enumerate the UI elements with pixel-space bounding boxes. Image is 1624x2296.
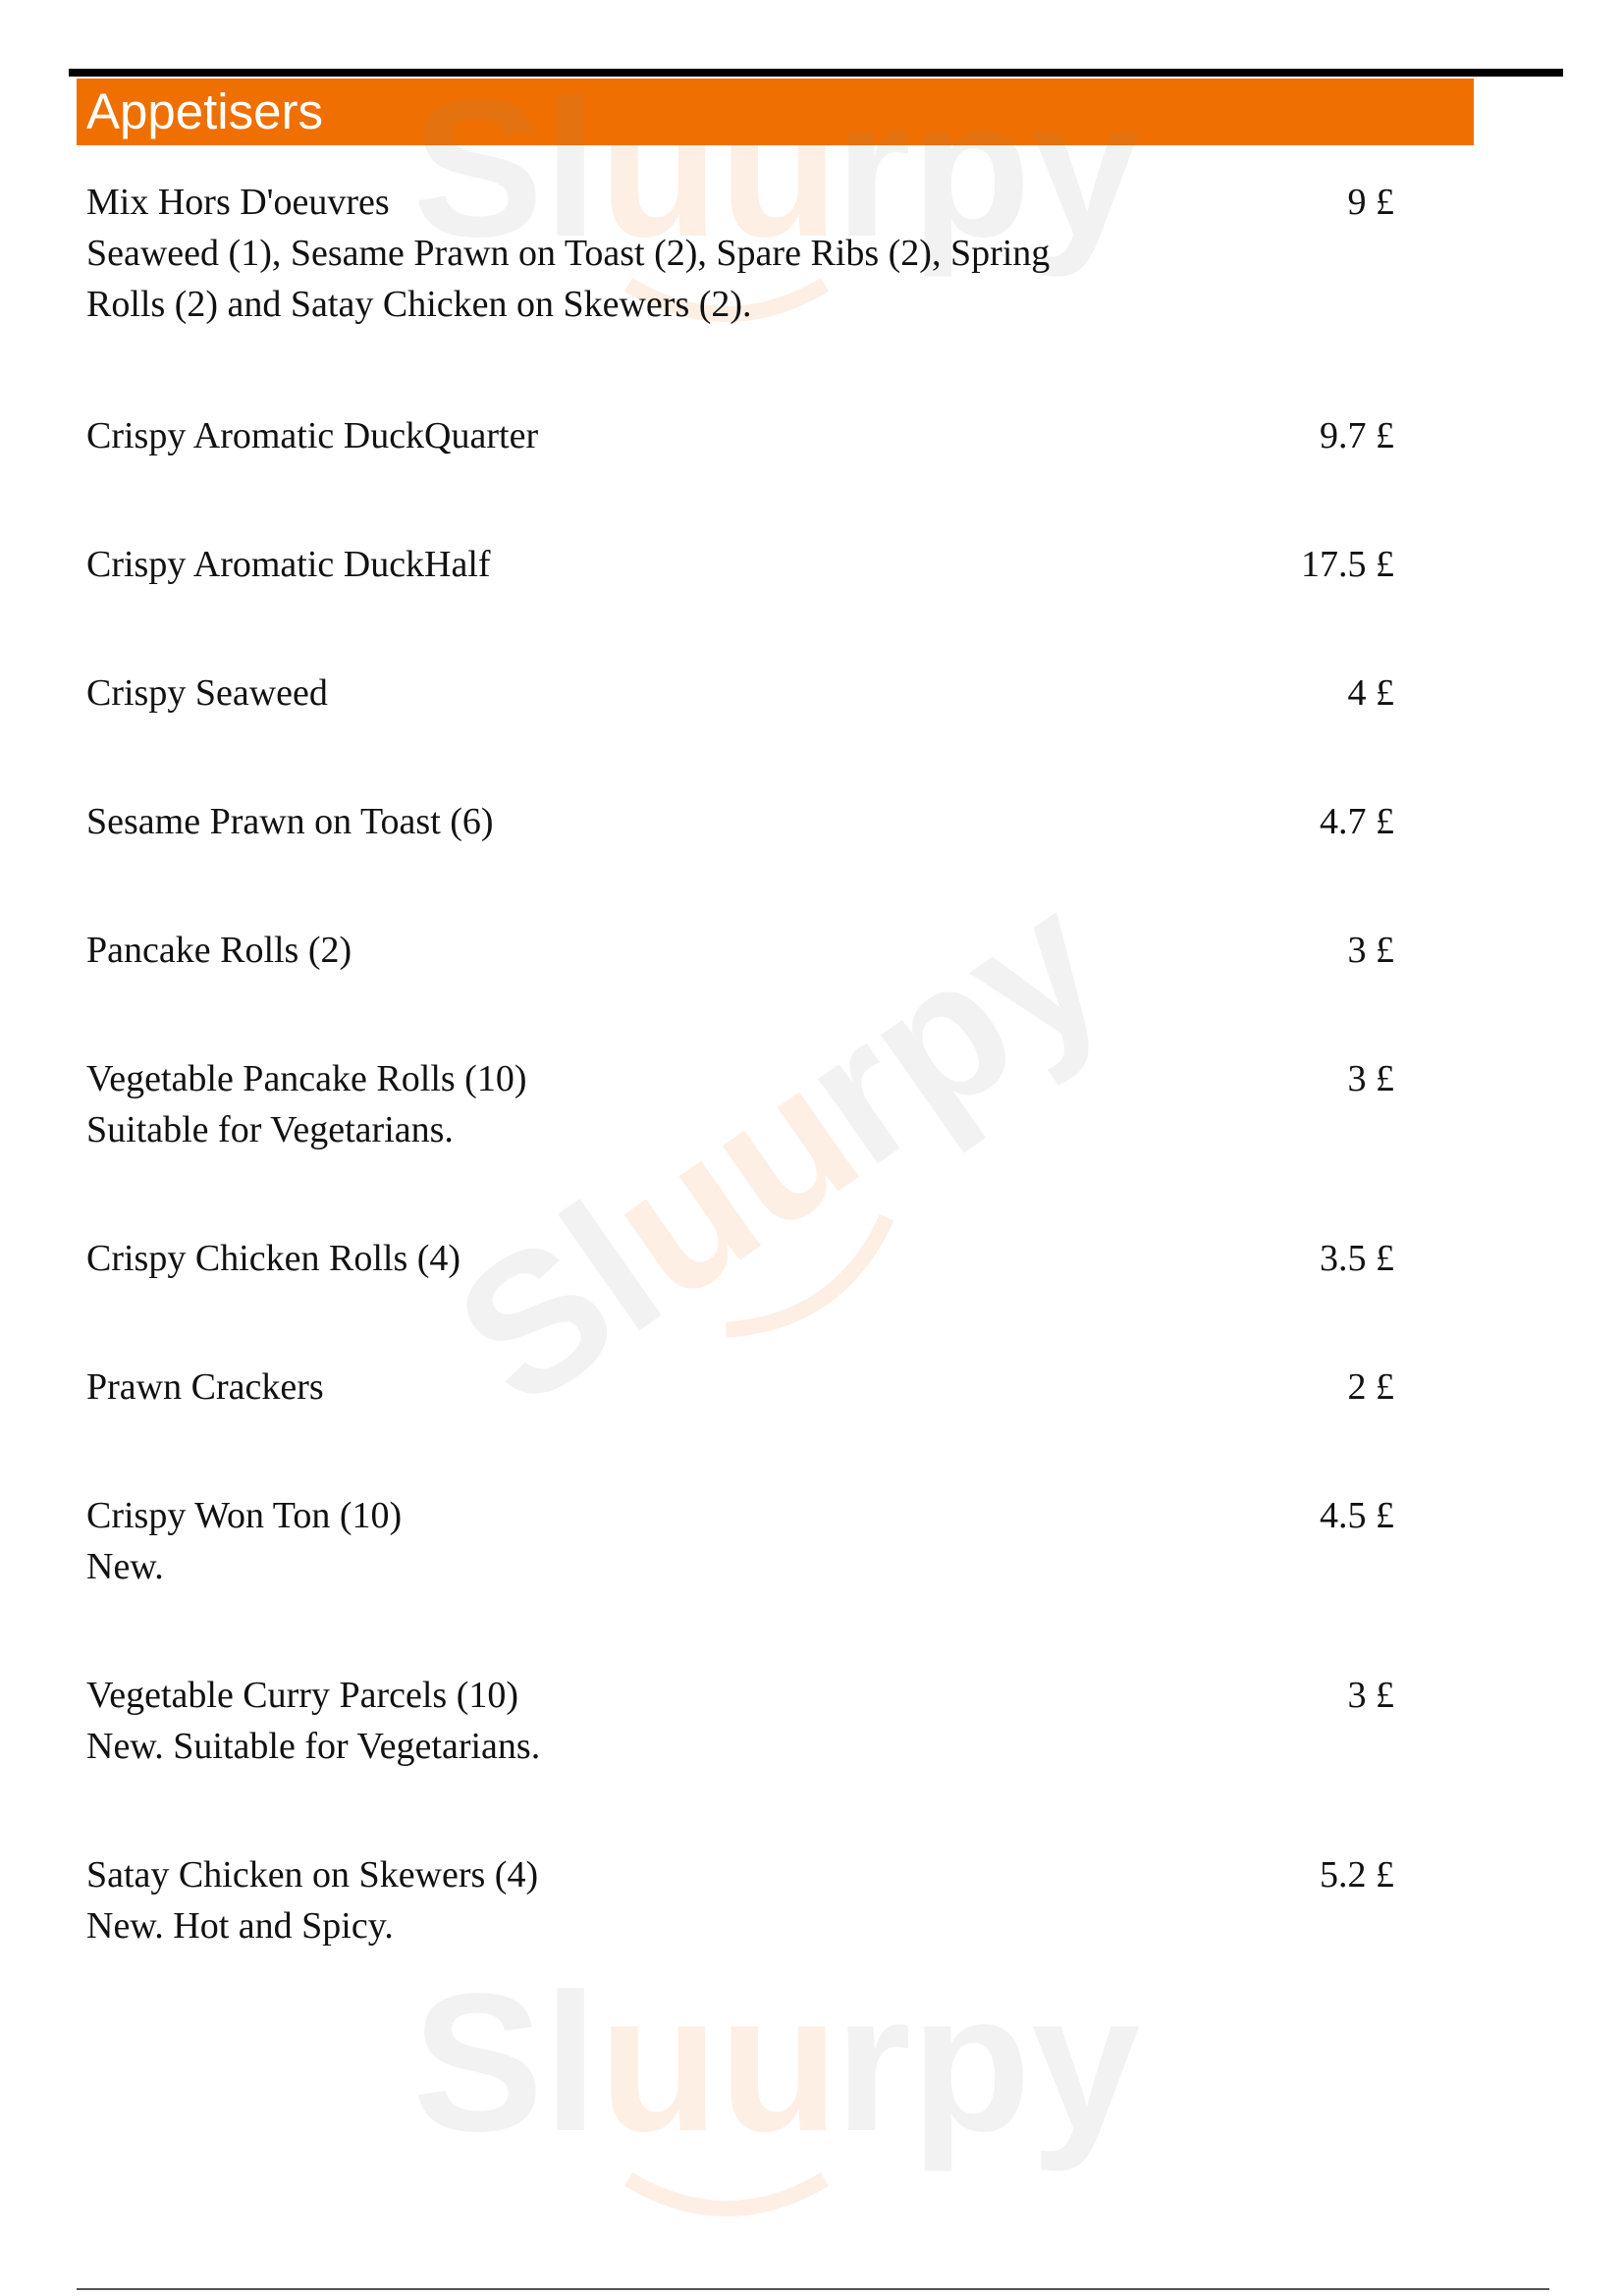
item-description: Seaweed (1), Sesame Prawn on Toast (2), Spare Ribs (2), Spring [86, 233, 1051, 274]
item-price: 9 £ [1347, 182, 1394, 223]
menu-item [86, 1233, 1394, 1284]
item-price: 5.2 £ [1320, 1854, 1394, 1896]
item-name: Prawn Crackers [86, 1366, 324, 1408]
item-name: Pancake Rolls (2) [86, 930, 352, 971]
item-price: 3 £ [1347, 1058, 1394, 1099]
menu-item [86, 1053, 1394, 1155]
item-name: Crispy Seaweed [86, 672, 328, 714]
menu-item [86, 1670, 1394, 1772]
menu-item [86, 177, 1394, 330]
svg-text:Sl: Sl [419, 1162, 697, 1449]
svg-text:uu: uu [599, 1953, 839, 2172]
bottom-rule [77, 2288, 1549, 2290]
item-name: Crispy Aromatic DuckHalf [86, 544, 491, 585]
item-name: Mix Hors D'oeuvres [86, 182, 390, 223]
svg-text:rpy: rpy [765, 851, 1142, 1206]
item-name: Satay Chicken on Skewers (4) [86, 1854, 539, 1896]
item-price: 3 £ [1347, 930, 1394, 971]
menu-item [86, 1849, 1394, 1951]
menu-item [86, 667, 1394, 719]
item-description: New. Hot and Spicy. [86, 1905, 394, 1947]
item-name: Vegetable Pancake Rolls (10) [86, 1058, 527, 1099]
menu-item [86, 539, 1394, 590]
item-price: 9.7 £ [1320, 415, 1394, 456]
menu-item [86, 796, 1394, 847]
item-name: Crispy Won Ton (10) [86, 1495, 403, 1536]
item-description: Rolls (2) and Satay Chicken on Skewers (2). [86, 284, 752, 325]
section-title: Appetisers [86, 83, 323, 139]
menu-item [86, 1362, 1394, 1413]
item-description: Suitable for Vegetarians. [86, 1109, 454, 1150]
svg-text:rpy: rpy [835, 59, 1141, 278]
top-rule [69, 69, 1563, 77]
svg-text:Sl: Sl [412, 59, 598, 278]
item-price: 4 £ [1347, 672, 1394, 714]
item-name: Crispy Aromatic DuckQuarter [86, 415, 539, 456]
svg-text:rpy: rpy [835, 1953, 1141, 2172]
watermark-logo-bottom [412, 1953, 1237, 2248]
item-name: Crispy Chicken Rolls (4) [86, 1238, 461, 1279]
item-description: New. [86, 1546, 164, 1587]
menu-item [86, 410, 1394, 461]
svg-text:uu: uu [571, 1024, 894, 1342]
item-price: 3 £ [1347, 1675, 1394, 1716]
item-price: 3.5 £ [1320, 1238, 1394, 1279]
item-name: Sesame Prawn on Toast (6) [86, 801, 494, 842]
menu-item [86, 925, 1394, 976]
item-price: 17.5 £ [1301, 544, 1394, 585]
item-description: New. Suitable for Vegetarians. [86, 1726, 541, 1767]
item-price: 4.7 £ [1320, 801, 1394, 842]
item-price: 4.5 £ [1320, 1495, 1394, 1536]
svg-text:uu: uu [599, 59, 839, 278]
section-header-appetisers [77, 79, 1474, 145]
item-name: Vegetable Curry Parcels (10) [86, 1675, 519, 1716]
item-price: 2 £ [1347, 1366, 1394, 1408]
menu-item [86, 1490, 1394, 1592]
svg-text:Sl: Sl [412, 1953, 598, 2172]
